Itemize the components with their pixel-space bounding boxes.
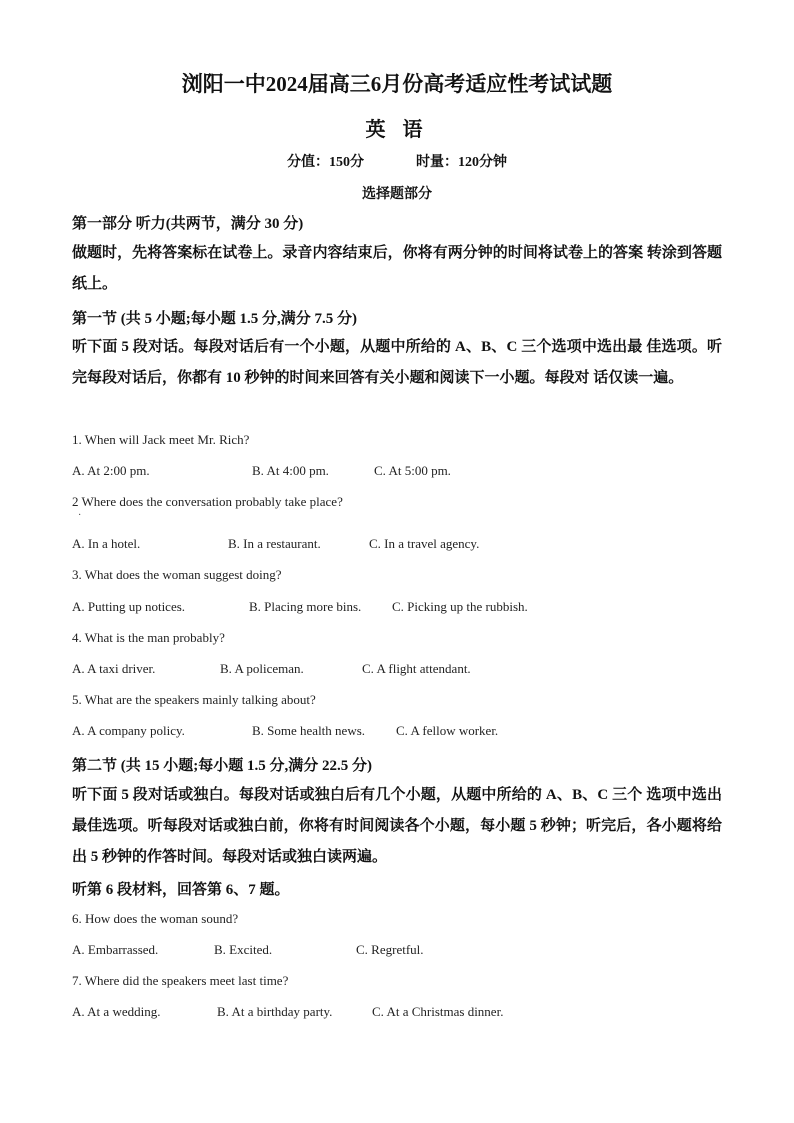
section1-heading: 第一节 (共 5 小题;每小题 1.5 分,满分 7.5 分) [72, 311, 357, 327]
q7-option-b: B. At a birthday party. [217, 1004, 333, 1019]
question-1: 1. When will Jack meet Mr. Rich? [72, 432, 250, 447]
section2-heading: 第二节 (共 15 小题;每小题 1.5 分,满分 22.5 分) [72, 758, 372, 774]
score-info: 分值：150分 [287, 155, 364, 170]
q4-option-a: A. A taxi driver. [72, 661, 156, 676]
q1-option-c: C. At 5:00 pm. [374, 463, 451, 478]
question-5: 5. What are the speakers mainly talking about? [72, 692, 316, 707]
subject-title: 英 语 [365, 119, 429, 141]
q4-option-b: B. A policeman. [220, 661, 304, 676]
section1-intro: 听下面 5 段对话。每段对话后有一个小题，从题中所给的 A、B、C 三个选项中选出最 佳选项。听完每段对话后，你都有 10 秒钟的时间来回答有关小题和阅读下一小题。每段对 话仅读一遍。 [72, 339, 722, 386]
part-label: 选择题部分 [362, 187, 432, 202]
section2-intro: 听下面 5 段对话或独白。每段对话或独白后有几个小题，从题中所给的 A、B、C 三个 选项中选出最佳选项。听每段对话或独白前，你将有时间阅读各个小题，每小题 5 秒钟；听完后，各小题将给出 5 秒钟的作答时间。每段对话或独白读两遍。 [72, 787, 722, 865]
exam-meta [0, 151, 794, 171]
q2-option-a: A. In a hotel. [72, 536, 141, 551]
question-3: 3. What does the woman suggest doing? [72, 567, 282, 582]
part1-heading: 第一部分 听力(共两节，满分 30 分) [72, 216, 304, 232]
q6-option-b: B. Excited. [214, 942, 273, 957]
question-4: 4. What is the man probably? [72, 630, 225, 645]
q7-option-c: C. At a Christmas dinner. [372, 1004, 504, 1019]
q3-option-b: B. Placing more bins. [249, 599, 362, 614]
q2-option-c: C. In a travel agency. [369, 536, 480, 551]
material-6-instruction: 听第 6 段材料，回答第 6、7 题。 [72, 882, 290, 898]
exam-title: 浏阳一中2024届高三6月份高考适应性考试试题 [181, 72, 613, 96]
q3-option-c: C. Picking up the rubbish. [392, 599, 528, 614]
q5-option-b: B. Some health news. [252, 723, 366, 738]
q6-option-a: A. Embarrassed. [72, 942, 159, 957]
question-7: 7. Where did the speakers meet last time? [72, 973, 289, 988]
stray-mark: · [78, 510, 82, 521]
part1-intro: 做题时，先将答案标在试卷上。录音内容结束后，你将有两分钟的时间将试卷上的答案 转涂到答题纸上。 [72, 245, 722, 292]
q2-option-b: B. In a restaurant. [228, 536, 321, 551]
q1-option-a: A. At 2:00 pm. [72, 463, 150, 478]
q5-option-a: A. A company policy. [72, 723, 185, 738]
time-info: 时量：120分钟 [416, 155, 507, 170]
q5-option-c: C. A fellow worker. [396, 723, 499, 738]
question-6: 6. How does the woman sound? [72, 911, 239, 926]
question-2: 2 Where does the conversation probably take place? [72, 494, 343, 509]
q4-option-c: C. A flight attendant. [362, 661, 471, 676]
q6-option-c: C. Regretful. [356, 942, 424, 957]
q3-option-a: A. Putting up notices. [72, 599, 186, 614]
q7-option-a: A. At a wedding. [72, 1004, 161, 1019]
q1-option-b: B. At 4:00 pm. [252, 463, 329, 478]
